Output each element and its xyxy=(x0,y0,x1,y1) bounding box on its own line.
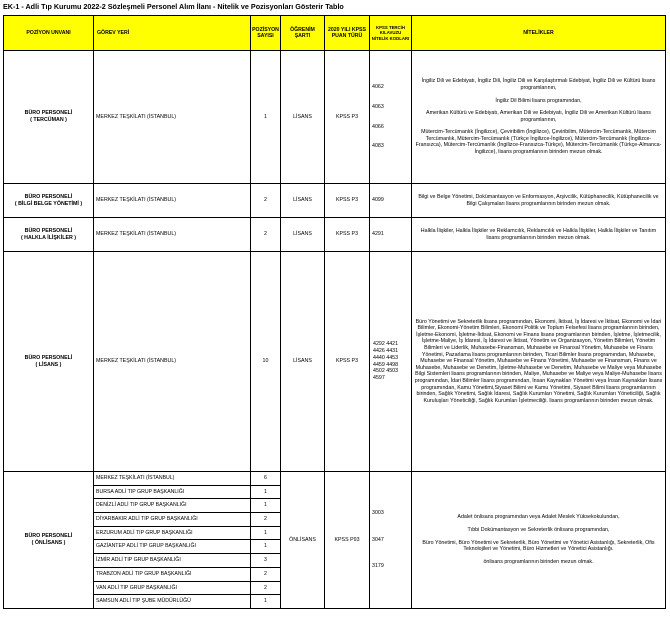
qualifications-cell xyxy=(412,51,666,184)
header-education: ÖĞRENİM ŞARTI xyxy=(281,16,325,51)
count-cell: 6 xyxy=(251,472,281,486)
kpss-cell: KPSS P93 xyxy=(325,472,370,609)
count-cell: 1 xyxy=(251,485,281,499)
position-subtitle: ( HALKLA İLİŞKİLER ) xyxy=(20,234,77,241)
header-position: POZİYON UNVANI xyxy=(4,16,94,51)
table-row xyxy=(4,252,666,472)
education-cell: LİSANS xyxy=(281,51,325,184)
position-subtitle: ( BİLGİ BELGE YÖNETİMİ ) xyxy=(14,200,83,207)
kpss-code: 4099 xyxy=(372,197,384,204)
count-cell: 1 xyxy=(251,540,281,554)
position-name: BÜRO PERSONELİ xyxy=(24,227,73,234)
kpss-code: 4459 4498 xyxy=(373,361,399,368)
qualification-text: İngiliz Dili ve Edebiyatı, İngiliz Dili, İngiliz Dili ve Karşılaştırmalı Edebiyat, İngiliz Dili ve Kültürü lisans programlarının, xyxy=(421,78,656,91)
kpss-code: 4083 xyxy=(372,143,384,150)
kpss-code: 3047 xyxy=(372,536,384,543)
table-row xyxy=(4,472,666,486)
table-row xyxy=(4,218,666,252)
kpss-cell: KPSS P3 xyxy=(325,184,370,218)
position-title xyxy=(4,51,94,184)
position-name: BÜRO PERSONELİ xyxy=(24,533,73,540)
codes-cell xyxy=(370,472,412,609)
kpss-code: 4440 4453 xyxy=(373,354,399,361)
position-name: BÜRO PERSONELİ xyxy=(24,110,73,117)
codes-cell xyxy=(370,51,412,184)
unit-cell: SAMSUN ADLİ TIP ŞUBE MÜDÜRLÜĞÜ xyxy=(94,595,251,609)
qualification-text: Adalet önlisans programından veya Adalet Meslek Yüksekokulundan, xyxy=(457,514,620,521)
codes-cell xyxy=(370,218,412,252)
education-cell: LİSANS xyxy=(281,252,325,472)
kpss-code: 3179 xyxy=(372,563,384,570)
header-kpss-score: 2020 YILI KPSS PUAN TÜRÜ xyxy=(325,16,370,51)
positions-table xyxy=(3,15,666,609)
unit-cell: DENİZLİ ADLİ TIP GRUP BAŞKANLIĞI xyxy=(94,499,251,513)
qualifications-cell xyxy=(412,252,666,472)
kpss-cell: KPSS P3 xyxy=(325,51,370,184)
unit-cell: ERZURUM ADLİ TIP GRUP BAŞKANLIĞI xyxy=(94,526,251,540)
education-cell: LİSANS xyxy=(281,218,325,252)
qualification-text: Büro Yönetimi, Büro Yönetimi ve Sekreterlik, Büro Yönetimi ve Yönetici Asistanlığı, Sekreterlik, Ofis Teknolojileri ve Yönetimi, Büro Hizmetleri ve Yönetici Asistanlığı. xyxy=(422,539,655,553)
position-name: BÜRO PERSONELİ xyxy=(24,193,73,200)
qualification-text: Amerikan Kültürü ve Edebiyatı, Amerikan Dili ve Edebiyatı, İngiliz Dili ve Amerikan Kültürü lisans programlarının, xyxy=(426,110,651,123)
unit-cell: MERKEZ TEŞKİLATI (İSTANBUL) xyxy=(94,472,251,486)
count-cell: 1 xyxy=(251,595,281,609)
position-title xyxy=(4,218,94,252)
unit-cell: MERKEZ TEŞKİLATI (İSTANBUL) xyxy=(94,184,251,218)
position-subtitle: ( TERCÜMAN ) xyxy=(30,117,67,123)
kpss-code: 4502 4503 xyxy=(373,368,399,375)
position-subtitle: ( LİSANS ) xyxy=(35,361,62,368)
count-cell: 2 xyxy=(251,513,281,527)
kpss-code: 4062 xyxy=(372,83,384,90)
qualification-text: Bilgi ve Belge Yönetimi, Dokümantasyon ve Enformasyon, Arşivcilik, Kütüphanecilik, Kütüphanecilik ve Bilgi Çalışmaları lisans programlarının birinden mezun olmak. xyxy=(418,193,659,207)
qualification-text: önlisans programlarının birinden mezun olmak. xyxy=(483,558,594,565)
unit-cell: DİYARBAKIR ADLİ TIP GRUP BAŞKANLIĞI xyxy=(94,513,251,527)
header-row xyxy=(4,16,666,51)
qualifications-cell xyxy=(412,218,666,252)
count-cell: 3 xyxy=(251,554,281,568)
table-row xyxy=(4,184,666,218)
header-qualifications: NİTELİKLER xyxy=(412,16,666,51)
count-cell: 1 xyxy=(251,526,281,540)
codes-cell xyxy=(370,252,412,472)
unit-cell: MERKEZ TEŞKİLATI (İSTANBUL) xyxy=(94,218,251,252)
qualification-text: İngiliz Dil Bilimi lisans programından, xyxy=(495,97,582,104)
count-cell: 2 xyxy=(251,581,281,595)
header-count: POZİSYON SAYISI xyxy=(251,16,281,51)
count-cell: 10 xyxy=(251,252,281,472)
position-title xyxy=(4,472,94,609)
table-row xyxy=(4,51,666,184)
qualification-text: Halkla İlişkiler, Halkla İlişkiler ve Reklamcılık, Reklamcılık ve Halkla İlişkiler, Halkla İlişkiler ve Tanıtım lisans programlarının birinden mezun olmak. xyxy=(420,227,657,241)
kpss-code: 4292 4421 xyxy=(373,341,399,348)
kpss-code: 3003 xyxy=(372,509,384,516)
position-title xyxy=(4,252,94,472)
position-subtitle: ( ÖNLİSANS ) xyxy=(31,539,66,546)
codes-cell xyxy=(370,184,412,218)
unit-cell: İZMİR ADLİ TIP GRUP BAŞKANLIĞI xyxy=(94,554,251,568)
kpss-code: 4291 xyxy=(372,231,384,238)
unit-cell: MERKEZ TEŞKİLATI (İSTANBUL) xyxy=(94,252,251,472)
unit-cell: VAN ADLİ TIP GRUP BAŞKANLIĞI xyxy=(94,581,251,595)
header-unit: GÖREV YERİ xyxy=(94,16,251,51)
kpss-cell: KPSS P3 xyxy=(325,252,370,472)
unit-cell: BURSA ADLİ TIP GRUP BAŞKANLIĞI xyxy=(94,485,251,499)
qualification-text: Büro Yönetimi ve Sekreterlik lisans programından, Ekonomi, İktisat, İş İdaresi ve İktisat, Ekonomi ve İdari Bilimler, Ekonomi-Yönetim Bilimleri, Ekonomi Politik ve Toplum Felsefesi lisans programlarının birinden, İşletme-Ekonomi, İşletme-İktisat, Ekonomi ve Finans lisans programlarının birinden, İşletme, İşletmecilik, İşletme-Maliye, İş İdaresi, İş İdaresi ve İktisat, Yönetim ve Organizasyon, Yönetim Bilimleri, Yönetim Bilimleri ve Liderlik, Muhasebe-Finansman, Muhasebe ve Finansal Yönetim, Muhasebe ve Finans Yönetimi, Pazarlama lisans programlarının birinden, Ticari Bilimler lisans programından, Muhasebe, Muhasebe ve Finansal Yönetim, Muhasebe ve Finans Yönetimi, Muhasebe ve Finansman, Finans ve Muhasebe, Muhasebe ve Denetim, İşletme-Muhasebe ve Denetim, Muhasebe ve Maliye veya Muhasebe Bilgi Sistemleri lisans programlarının birinden, Maliye, Muhasebe ve Maliye veya Maliye-Muhasebe lisans programından, İdari Bilimler lisans programından, İnsan Kaynakları Yönetimi veya İnsan Kaynakları lisans programından, Kamu Yönetimi,Siyaset Bilimi ve Kamu Yönetimi, Siyaset Bilimi lisans programlarının birinden, Sağlık Yönetimi, Sağlık İdaresi, Sağlık Kurumları Yönetimi, Sağlık Kurumları Yöneticiliği, Sağlık Kuruluşları Yöneticiliği, Sağlık Kurumları İşletmeciliği. lisans programlarının birinden mezun olmak. xyxy=(414,318,663,404)
qualifications-cell xyxy=(412,472,666,609)
unit-cell: GAZİANTEP ADLİ TIP GRUP BAŞKANLIĞI xyxy=(94,540,251,554)
qualification-text: Mütercim-Tercümanlık (İngilizce), Çeviribilim (İngilizce), Çeviribilim, Mütercim-Tercümanlık, Mütercim Tercümanlık, Mütercim-Tercümanlık (Türkçe İngilizce-İngilizce), Mütercim-Tercümanlık (İngilizce-Fransızca), Mütercim-Tercümanlık (İngilizce-Fransızca-Türkçe), Mütercim-Tercümanlık (Türkçe-Almanca-İngilizce), lisans programlarının birinden mezun olmak. xyxy=(415,129,662,156)
count-cell: 1 xyxy=(251,499,281,513)
kpss-code: 4063 xyxy=(372,103,384,110)
header-kpss-codes: KPSS TERCİH KILAVUZU NİTELİK KODLARI xyxy=(370,16,412,51)
kpss-code: 4066 xyxy=(372,123,384,130)
qualifications-cell xyxy=(412,184,666,218)
qualification-text: Tıbbi Dokümantasyon ve Sekreterlik önlisans programından, xyxy=(467,527,610,534)
education-cell: ÖNLİSANS xyxy=(281,472,325,609)
count-cell: 2 xyxy=(251,567,281,581)
document-title: EK-1 - Adli Tıp Kurumu 2022-2 Sözleşmeli Personel Alım İlanı - Nitelik ve Pozisyonları Gösterir Tablo xyxy=(3,2,344,11)
kpss-cell: KPSS P3 xyxy=(325,218,370,252)
position-title xyxy=(4,184,94,218)
unit-cell: MERKEZ TEŞKİLATI (İSTANBUL) xyxy=(94,51,251,184)
position-name: BÜRO PERSONELİ xyxy=(24,354,73,361)
kpss-code: 4597 xyxy=(373,375,385,382)
count-cell: 1 xyxy=(251,51,281,184)
count-cell: 2 xyxy=(251,184,281,218)
unit-cell: TRABZON ADLİ TIP GRUP BAŞKANLIĞI xyxy=(94,567,251,581)
kpss-code: 4426 4431 xyxy=(373,347,399,354)
education-cell: LİSANS xyxy=(281,184,325,218)
count-cell: 2 xyxy=(251,218,281,252)
